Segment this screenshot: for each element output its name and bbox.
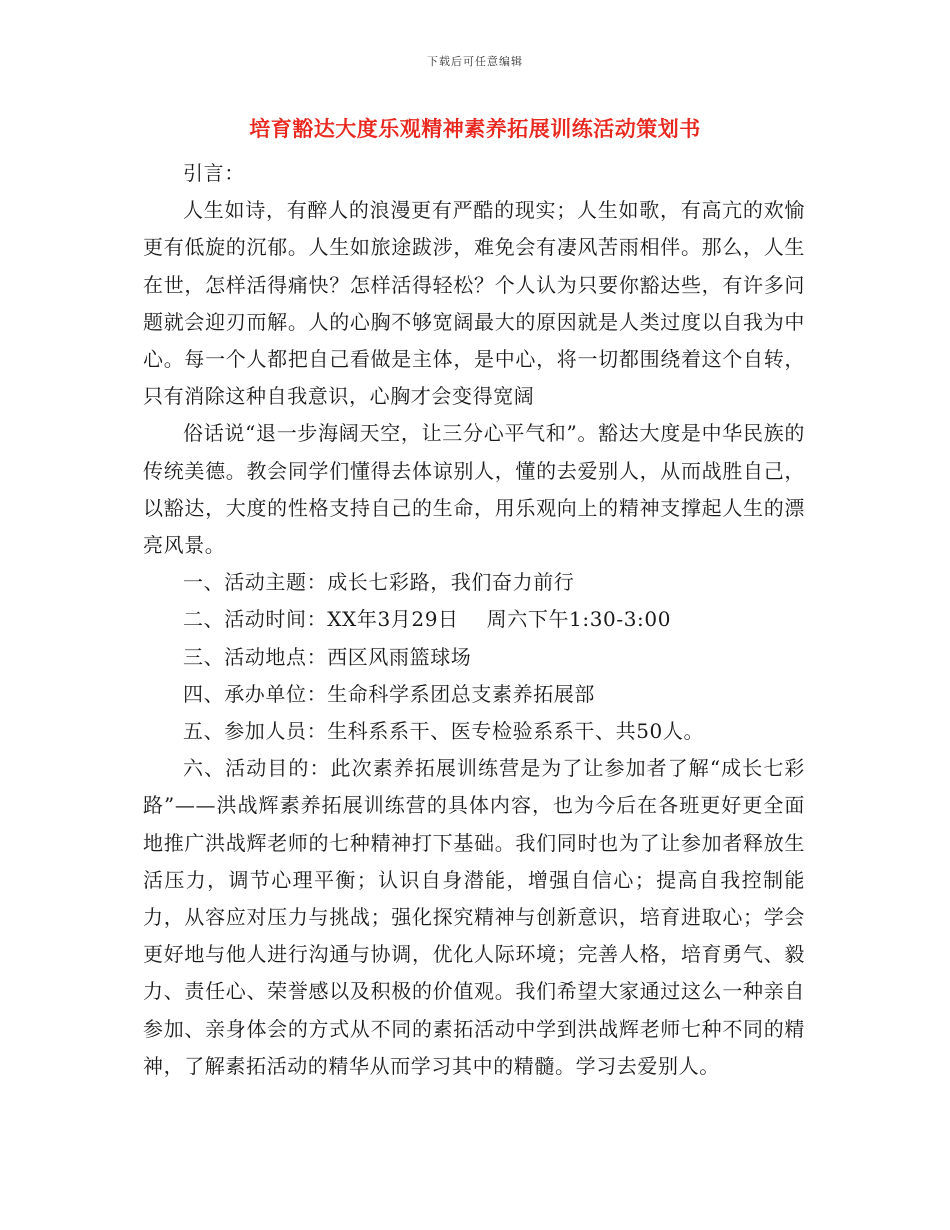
item-participants: 五、参加人员：生科系系干、医专检验系系干、共50人。	[183, 719, 705, 744]
paragraph-proverb: 俗话说“退一步海阔天空，让三分心平气和”。豁达大度是中华民族的传统美德。教会同学们懂得去体谅别人，懂的去爱别人，从而战胜自己，以豁达，大度的性格支持自己的生命，用乐观向上的精神支撑起人生的漂亮风景。	[143, 421, 805, 558]
item-time-date: 二、活动时间：XX年3月29日	[183, 607, 459, 632]
paragraph-purpose: 六、活动目的：此次素养拓展训练营是为了让参加者了解“成长七彩路”——洪战辉素养拓展训练营的具体内容，也为今后在各班更好更全面地推广洪战辉老师的七种精神打下基础。我们同时也为了让参加者释放生活压力，调节心理平衡；认识自身潜能，增强自信心；提高自我控制能力，从容应对压力与挑战；强化探究精神与创新意识，培育进取心；学会更好地与他人进行沟通与协调，优化人际环境；完善人格，培育勇气、毅力、责任心、荣誉感以及积极的价值观。我们希望大家通过这么一种亲自参加、亲身体会的方式从不同的素拓活动中学到洪战辉老师七种不同的精神，了解素拓活动的精华从而学习其中的精髓。学习去爱别人。	[143, 756, 805, 1078]
document-body	[143, 155, 805, 1085]
item-organizer: 四、承办单位：生命科学系团总支素养拓展部	[183, 681, 595, 706]
item-time	[143, 601, 805, 638]
item-place: 三、活动地点：西区风雨篮球场	[183, 644, 472, 669]
document-title: 培育豁达大度乐观精神素养拓展训练活动策划书	[249, 116, 701, 141]
header-note: 下载后可任意编辑	[427, 55, 523, 68]
intro-label: 引言：	[183, 161, 245, 185]
item-theme: 一、活动主题：成长七彩路，我们奋力前行	[183, 570, 575, 595]
paragraph-intro: 人生如诗，有醉人的浪漫更有严酷的现实；人生如歌，有高亢的欢愉更有低旋的沉郁。人生如旅途跋涉，难免会有凄风苦雨相伴。那么，人生在世，怎样活得痛快？怎样活得轻松？个人认为只要你豁达些，有许多问题就会迎刃而解。人的心胸不够宽阔最大的原因就是人类过度以自我为中心。每一个人都把自己看做是主体，是中心，将一切都围绕着这个自转，只有消除这种自我意识，心胸才会变得宽阔	[143, 198, 805, 409]
item-time-clock: 周六下午1:30-3:00	[486, 607, 672, 632]
